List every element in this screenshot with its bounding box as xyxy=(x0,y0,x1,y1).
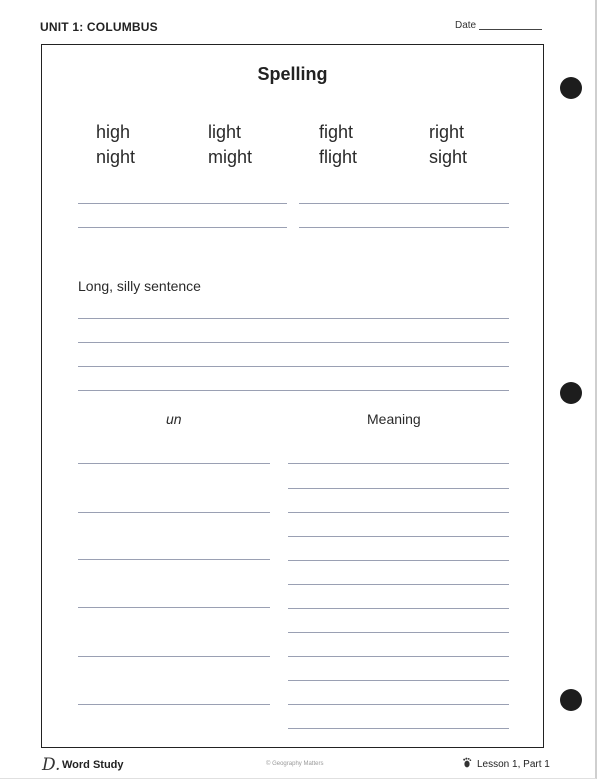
worksheet-title: Spelling xyxy=(257,64,328,84)
spelling-word: fight xyxy=(319,122,354,142)
binder-hole-icon xyxy=(560,689,582,711)
writing-line[interactable] xyxy=(78,227,287,228)
meaning-line[interactable] xyxy=(288,560,509,561)
footprint-icon xyxy=(462,757,472,768)
sentence-label: Long, silly sentence xyxy=(78,278,201,294)
prefix-word-line[interactable] xyxy=(78,559,270,560)
copyright-notice: © Geography Matters xyxy=(266,761,324,767)
binder-hole-icon xyxy=(560,382,582,404)
writing-line[interactable] xyxy=(78,318,509,319)
writing-line[interactable] xyxy=(299,227,509,228)
spelling-word: night xyxy=(96,147,136,167)
writing-line[interactable] xyxy=(78,342,509,343)
meaning-line[interactable] xyxy=(288,728,509,729)
meaning-line[interactable] xyxy=(288,512,509,513)
writing-line[interactable] xyxy=(78,203,287,204)
binder-hole-icon xyxy=(560,77,582,99)
prefix-word-line[interactable] xyxy=(78,607,270,608)
lesson-label xyxy=(462,757,550,770)
meaning-line[interactable] xyxy=(288,632,509,633)
lesson-text: Lesson 1, Part 1 xyxy=(477,759,550,770)
meaning-line[interactable] xyxy=(288,584,509,585)
meaning-line[interactable] xyxy=(288,488,509,489)
spelling-word: might xyxy=(208,147,253,167)
date-field xyxy=(455,20,542,31)
writing-line[interactable] xyxy=(299,203,509,204)
meaning-line[interactable] xyxy=(288,704,509,705)
spelling-word: light xyxy=(208,122,242,142)
meaning-line[interactable] xyxy=(288,463,509,464)
spelling-word: right xyxy=(429,122,465,142)
meaning-line[interactable] xyxy=(288,680,509,681)
date-label: Date xyxy=(455,20,477,31)
meaning-line[interactable] xyxy=(288,608,509,609)
writing-line[interactable] xyxy=(78,390,509,391)
spelling-word: sight xyxy=(429,147,468,167)
meaning-line[interactable] xyxy=(288,656,509,657)
d-logo-icon: D. xyxy=(42,755,61,775)
footer-title: Word Study xyxy=(62,759,124,771)
meaning-line[interactable] xyxy=(288,536,509,537)
prefix-word-line[interactable] xyxy=(78,656,270,657)
unit-title: UNIT 1: COLUMBUS xyxy=(40,20,158,34)
meaning-column-label: Meaning xyxy=(367,411,421,427)
prefix-word-line[interactable] xyxy=(78,512,270,513)
date-line xyxy=(479,29,542,30)
spelling-word: flight xyxy=(319,147,358,167)
prefix-column-label: un xyxy=(166,411,182,427)
prefix-word-line[interactable] xyxy=(78,704,270,705)
writing-line[interactable] xyxy=(78,366,509,367)
prefix-word-line[interactable] xyxy=(78,463,270,464)
spelling-word: high xyxy=(96,122,131,142)
